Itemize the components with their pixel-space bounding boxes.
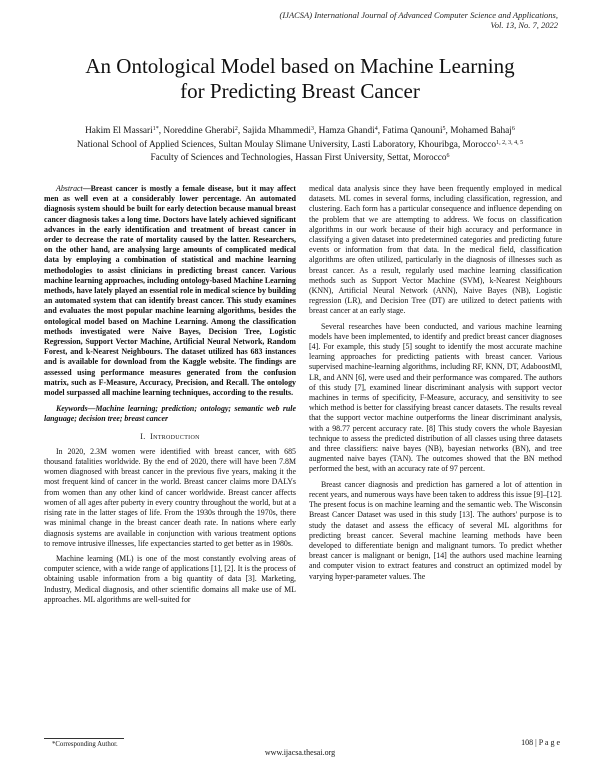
abstract	[44, 184, 296, 398]
author-sup: 6	[511, 126, 515, 132]
section-title: Introduction	[150, 431, 200, 441]
section-number: I.	[140, 431, 146, 441]
author-name: Hakim El Massari	[85, 126, 153, 136]
abstract-text: —Breast cancer is mostly a female disease, but it may affect men as well even at a considerably lower percentage. An automated diagnosis system should be built for early detection because manual breast cancer diagnosis takes a long time. Doctors have lately achieved significant advances in the early identification and treatment of breast cancer in order to decrease the rate of mortality caused by the latter. Researchers, on the other hand, are analysing large amounts of complicated medical data by employing a combination of statistical and machine learning methodologies to assist clinicians in predicting breast cancer. Various machine learning approaches, including ontology-based Machine Learning methods, have lately played an essential role in medical science by building an automated system that can identify breast cancer. This study examines and evaluates the most popular machine learning algorithms, besides the ontological model based on Machine Learning. Among the classification methods investigated were Naive Bayes, Decision Tree, Logistic Regression, Support Vector Machine, Artificial Neural Network, Random Forest, and k-Nearest Neighbours. The dataset utilized has 683 instances and is available for download from the Kaggle website. The findings are assessed using performance measures generated from the confusion matrix, such as F-Measure, Accuracy, Precision, and Recall. The ontology model surpassed all machine learning techniques, according to the results.	[44, 184, 296, 398]
author-sup: 4	[374, 126, 378, 132]
paper-title-line-1: An Ontological Model based on Machine Learning	[85, 54, 515, 78]
paper-title-line-2: for Predicting Breast Cancer	[180, 79, 420, 103]
author-name: Mohamed Bahaj	[450, 126, 512, 136]
author-name: Sajida Mhammedi	[242, 126, 312, 136]
body-paragraph: In 2020, 2.3M women were identified with breast cancer, with 685 thousand fatalities worldwide. By the end of 2020, there will have been 7.8M women diagnosed with breast cancer in the previous five years, making it the most frequent kind of cancer in the world. Breast cancer claims more DALYs from women than any other kind of cancer worldwide. Breast cancer affects women of all ages after puberty in every country throughout the world, but at a rising rate in the latter stages of life. From the 1930s through the 1970s, there was minimal change in the breast cancer death rate. In nations where early diagnosis systems are available in conjunction with various treatment options to remove intrusive illnesses, life expectancies started to get better as in 1980s.	[44, 446, 296, 548]
author-name: Noreddine Gherabi	[163, 126, 235, 136]
keywords-text: —Machine learning; prediction; ontology; semantic web rule language; decision tree; breast cancer	[44, 404, 296, 424]
body-paragraph: Breast cancer diagnosis and prediction has garnered a lot of attention in recent years, and numerous ways have been taken to address this issue [9]–[12]. The present focus is on machine learning and the semantic web. The Wisconsin Breast Cancer Dataset was used in this study [13]. The authors' purpose is to study the dataset and assess the efficacy of several ML algorithms for predicting breast cancer. Several machine learning methods have been developed to differentiate benign and malignant tumors. To predict whether breast cancer is malignant or benign, [14] the authors used machine learning and computer vision to extract features and construct an optimized model by varying hyper-parameter values. The	[309, 479, 562, 581]
affiliation-1-sup: 1, 2, 3, 4, 5	[496, 139, 524, 146]
journal-header-line-2: Vol. 13, No. 7, 2022	[490, 20, 558, 30]
affiliation-1-text: National School of Applied Sciences, Sultan Moulay Slimane University, Lasti Laboratory, Khouribga, Morocco	[76, 139, 497, 150]
page-number: 108 | P a g e	[521, 738, 560, 747]
author-sup: 1*	[152, 126, 159, 132]
author-name: Fatima Qanouni	[382, 126, 443, 136]
author-sup: 5	[442, 126, 446, 132]
author-name: Hamza Ghandi	[318, 126, 375, 136]
keywords-label: Keywords	[56, 404, 88, 414]
author-sup: 3	[311, 126, 315, 132]
journal-header-line-1: (IJACSA) International Journal of Advanced Computer Science and Applications,	[279, 10, 558, 20]
body-paragraph: medical data analysis since they have been frequently employed in medical datasets. ML comes in several forms, including classification, regression, and clustering. Each form has a particular consequence and influence depending on the problem that we are attempting to address. We focus on classification algorithms in our work because of their high accuracy and performance in classifying a given dataset into predetermined categories and predicting future events or information from that data. In the medical field, classification algorithms are often utilized, particularly in the diagnosis of illnesses such as breast cancer. As a result, regularly used machine learning classification methods such as Support Vector Machine (SVM), k-Nearest Neighbours (KNN), Artificial Neural Network (ANN), Naive Bayes (NB), Logistic regression (LR), and Decision Tree (DT) are utilized to detect patients with breast cancer at an early stage.	[309, 184, 562, 316]
section-heading-introduction	[44, 432, 296, 442]
affiliation-2	[30, 151, 570, 165]
body-paragraph: Machine learning (ML) is one of the most constantly evolving areas of computer science, with a wide range of applications [1], [2]. It is the process of obtaining usable information from a big quantity of data [3]. Marketing, Industry, Medical diagnosis, and other scientific domains all make use of ML approaches. ML algorithms are well-suited for	[44, 553, 296, 604]
footnote-divider	[44, 738, 124, 739]
paper-title	[40, 54, 560, 104]
author-sup: 2	[234, 126, 238, 132]
footnote: *Corresponding Author.	[52, 741, 118, 748]
affiliation-1	[30, 138, 570, 152]
keywords	[44, 404, 296, 424]
affiliation-2-sup: 6	[446, 153, 450, 159]
right-column	[309, 184, 562, 582]
affiliation-2-text: Faculty of Sciences and Technologies, Hassan First University, Settat, Morocco	[150, 153, 447, 163]
left-column	[44, 184, 296, 605]
footer-url[interactable]: www.ijacsa.thesai.org	[264, 748, 336, 757]
journal-header	[178, 10, 558, 30]
abstract-label: Abstract	[56, 184, 83, 193]
author-list: Hakim El Massari$^{1*}$, Noreddine Gherabi$^2$, Sajida Mhammedi$^3$, Hamza Ghandi$^4$, Fatima Qanouni$^5$, Mohamed Bahaj$^6$	[85, 126, 515, 136]
author-block	[30, 124, 570, 165]
body-paragraph: Several researches have been conducted, and various machine learning models have been implemented, to identify and predict breast cancer diagnoses [4]. For example, this study [5] sought to identify the most accurate machine learning approaches for predicting patients with breast cancer. Various supervised machine-learning algorithms, including RF, KNN, DT, AdaboostMl, LR, and ANN [6], were used and their performance was compared. The authors of this study [7], examined linear discriminant analysis with support vector machines in terms of specificity, F-Measure, accuracy, and sensitivity to see which method is better for classifying breast cancer datasets. The results reveal that the support vector machine outperforms the linear discriminant analysis, with a 98.77 percent accuracy rate. [8] This study covers the whole Bayesian technique to assess the predicted distribution of all classes using three datasets and three classifiers: naive bayes (NB), bayesian networks (BN), and tree augmented naive bayes (TAN). The outcomes showed that the BN method performed the best, with an accuracy rate of 97 percent.	[309, 321, 562, 474]
